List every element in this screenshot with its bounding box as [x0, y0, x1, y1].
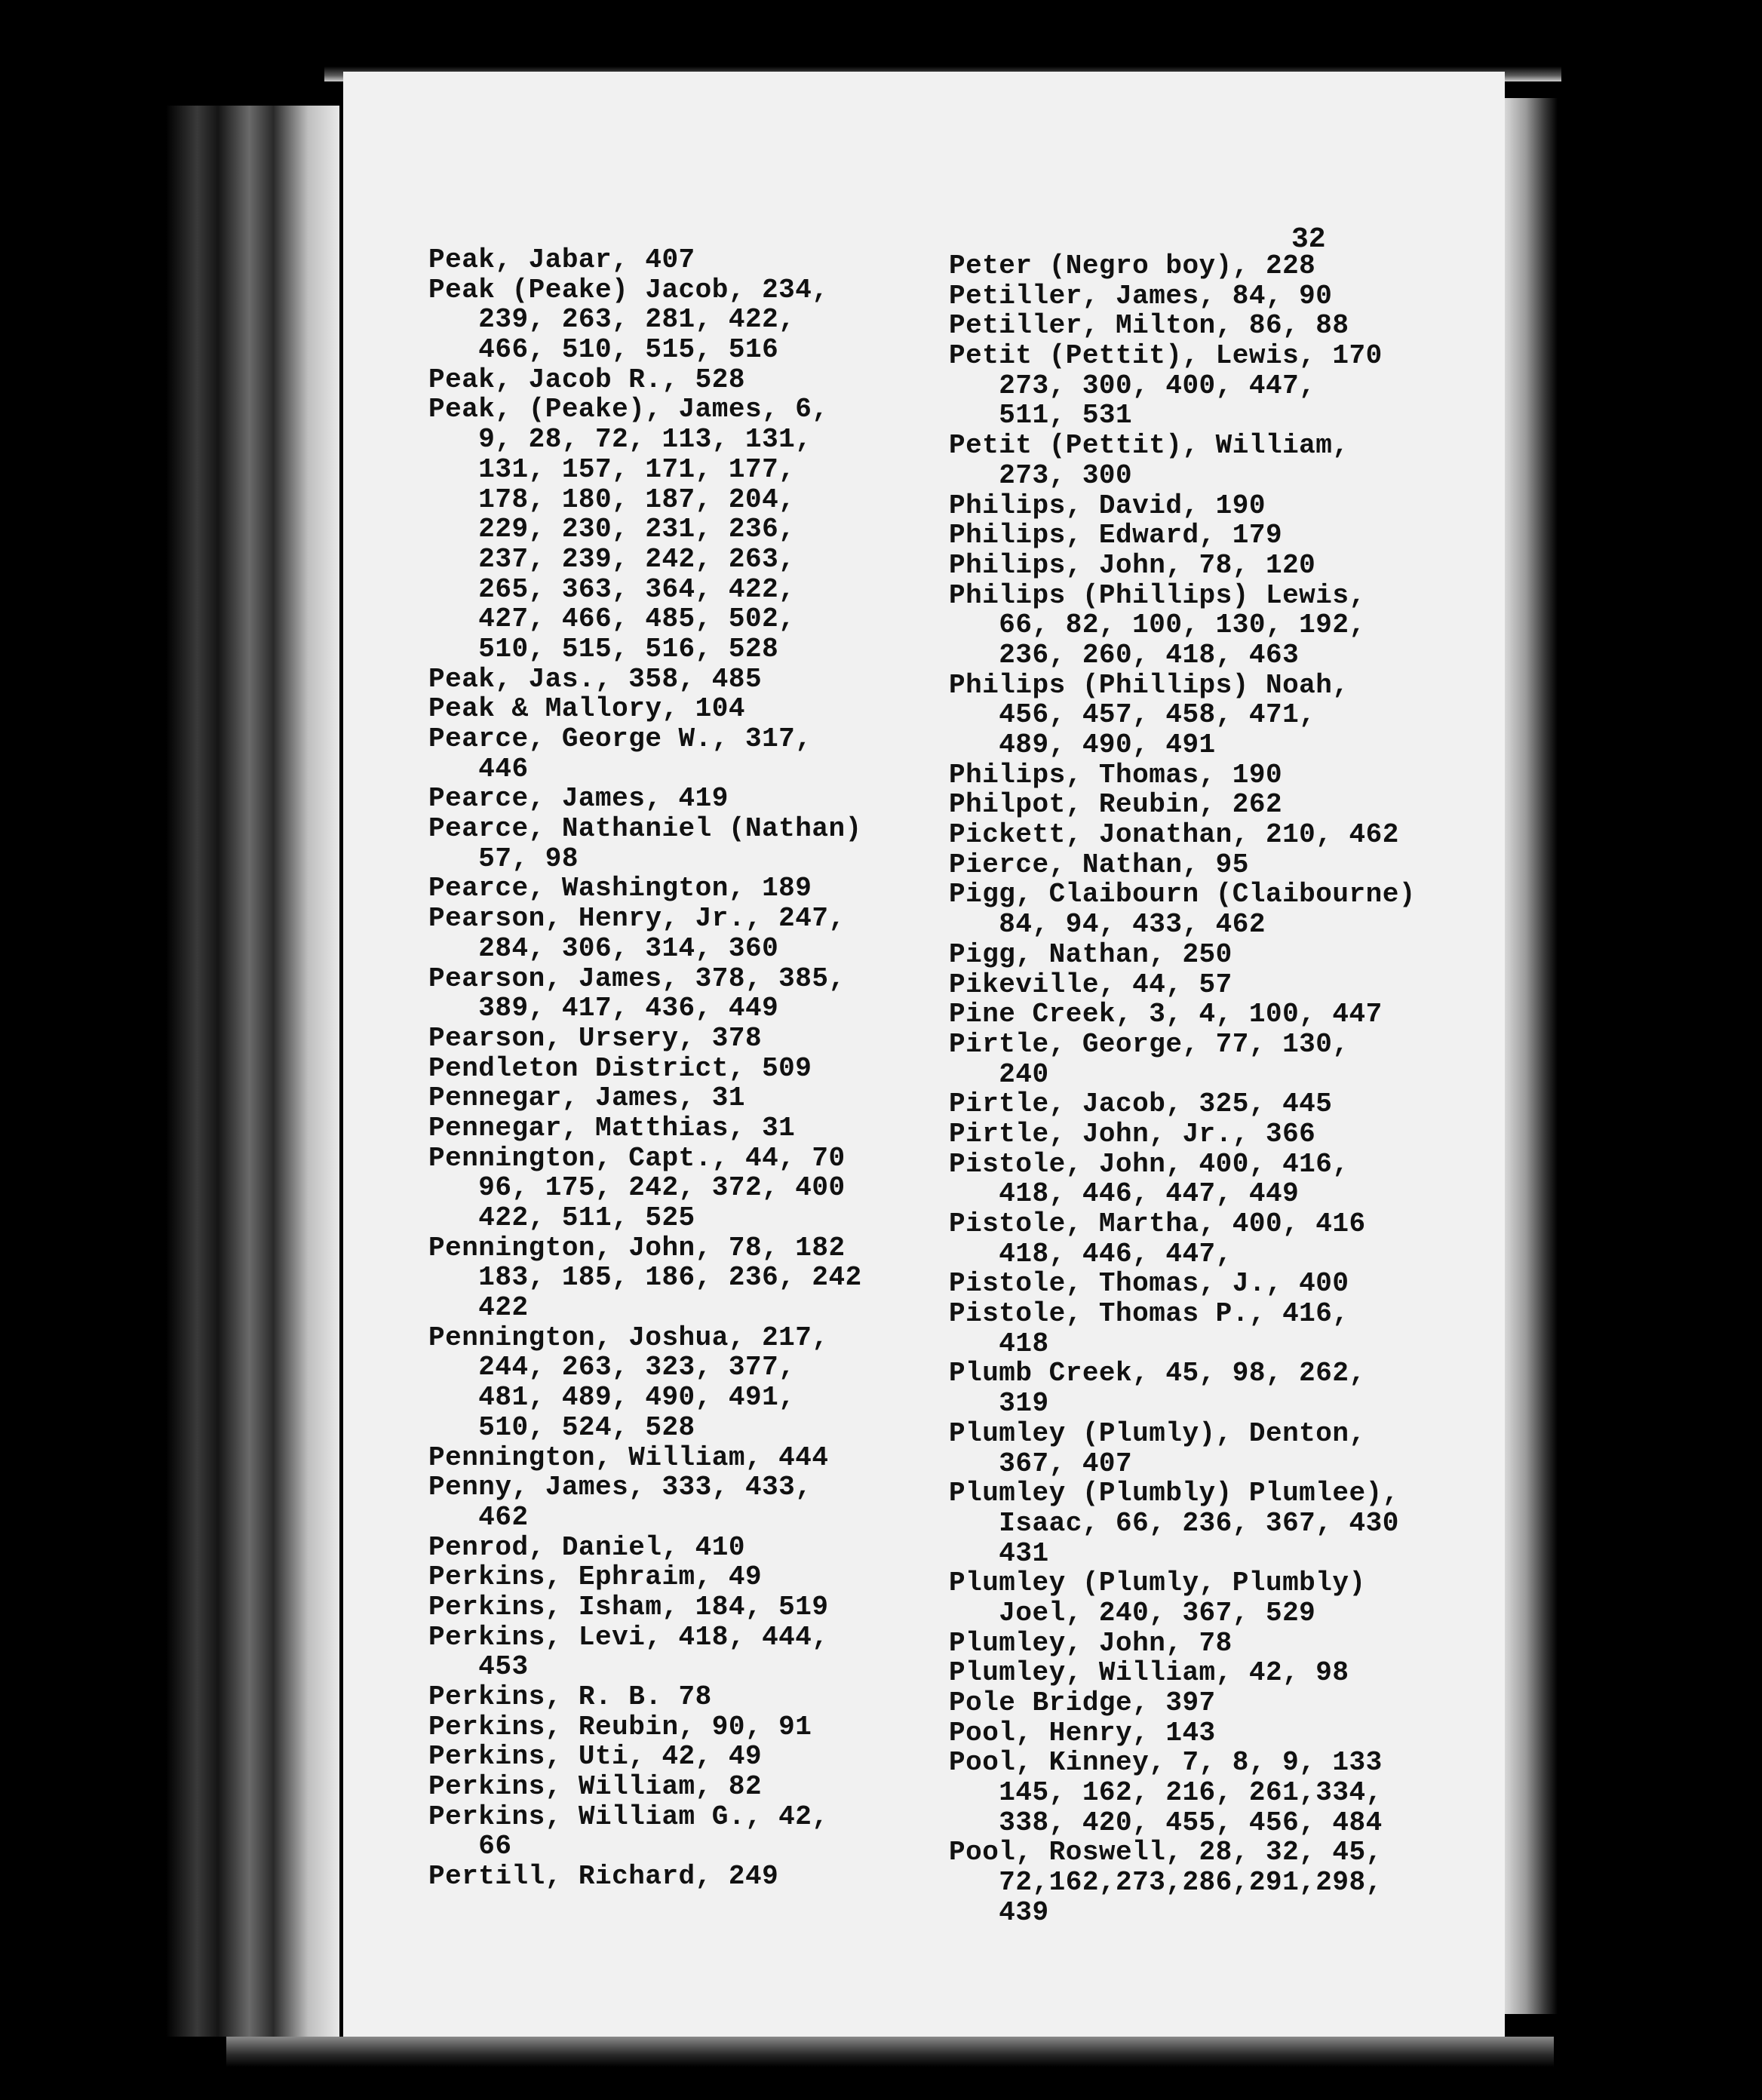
index-entry-line: 319 — [949, 1388, 1049, 1420]
index-entry-line: Philips (Phillips) Noah, — [949, 669, 1349, 701]
index-entry-line: Penrod, Daniel, 410 — [428, 1531, 745, 1563]
index-entry-line: Perkins, William G., 42, — [428, 1801, 829, 1832]
book-binding-edge — [166, 106, 339, 2037]
index-entry-line: 456, 457, 458, 471, — [949, 699, 1316, 731]
index-entry-line: Plumley, William, 42, 98 — [949, 1657, 1349, 1689]
index-entry-line: 418 — [949, 1328, 1049, 1359]
index-entry-line: Pirtle, George, 77, 130, — [949, 1028, 1349, 1060]
index-entry-line: Perkins, William, 82 — [428, 1771, 763, 1803]
index-entry-line: 145, 162, 216, 261,334, — [949, 1777, 1383, 1809]
index-entry-line: 66, 82, 100, 130, 192, — [949, 609, 1366, 641]
index-entry-line: Philpot, Reubin, 262 — [949, 789, 1283, 821]
index-entry-line: 466, 510, 515, 516 — [428, 334, 779, 366]
index-entry-line: 284, 306, 314, 360 — [428, 932, 779, 964]
index-entry-line: Pendleton District, 509 — [428, 1052, 812, 1084]
index-entry-line: 237, 239, 242, 263, — [428, 543, 796, 575]
index-entry-line: Peak, (Peake), James, 6, — [428, 394, 829, 425]
index-entry-line: Pennegar, Matthias, 31 — [428, 1112, 796, 1144]
index-entry-line: 510, 515, 516, 528 — [428, 633, 779, 665]
index-entry-line: Perkins, Reubin, 90, 91 — [428, 1711, 812, 1742]
index-entry-line: Plumley, John, 78 — [949, 1627, 1232, 1659]
index-entry-line: Perkins, Uti, 42, 49 — [428, 1741, 763, 1773]
index-entry-line: 389, 417, 436, 449 — [428, 993, 779, 1024]
index-entry-line: Isaac, 66, 236, 367, 430 — [949, 1507, 1399, 1539]
index-entry-line: Pool, Roswell, 28, 32, 45, — [949, 1837, 1383, 1868]
index-entry-line: Pearce, Nathaniel (Nathan) — [428, 813, 862, 845]
index-entry-line: 9, 28, 72, 113, 131, — [428, 424, 812, 456]
index-entry-line: Pistole, Thomas P., 416, — [949, 1298, 1349, 1330]
index-entry-line: 236, 260, 418, 463 — [949, 639, 1300, 671]
index-entry-line: 273, 300, 400, 447, — [949, 370, 1316, 401]
index-entry-line: Pearce, Washington, 189 — [428, 873, 812, 904]
index-entry-line: Pennington, Joshua, 217, — [428, 1322, 829, 1353]
index-entry-line: Peak (Peake) Jacob, 234, — [428, 274, 829, 305]
index-entry-line: 439 — [949, 1896, 1049, 1928]
index-entry-line: Petiller, James, 84, 90 — [949, 280, 1333, 312]
index-entry-line: 511, 531 — [949, 400, 1133, 431]
index-entry-line: 338, 420, 455, 456, 484 — [949, 1807, 1383, 1838]
index-entry-line: 183, 185, 186, 236, 242 — [428, 1262, 862, 1294]
index-entry-line: 427, 466, 485, 502, — [428, 603, 796, 635]
index-entry-line: Philips, Thomas, 190 — [949, 759, 1283, 791]
index-entry-line: 96, 175, 242, 372, 400 — [428, 1172, 846, 1204]
index-entry-line: Peter (Negro boy), 228 — [949, 250, 1316, 281]
index-entry-line: 57, 98 — [428, 843, 579, 874]
index-entry-line: Pearson, Henry, Jr., 247, — [428, 903, 846, 935]
bottom-page-shadow — [226, 2037, 1554, 2067]
index-entry-line: Philips, David, 190 — [949, 490, 1266, 521]
index-entry-line: Pistole, Martha, 400, 416 — [949, 1208, 1366, 1239]
index-entry-line: Pigg, Nathan, 250 — [949, 938, 1232, 970]
index-entry-line: 422 — [428, 1292, 529, 1324]
page-number: 32 — [1291, 223, 1326, 256]
index-entry-line: 178, 180, 187, 204, — [428, 484, 796, 515]
index-entry-line: 367, 407 — [949, 1448, 1133, 1479]
index-entry-line: Philips, Edward, 179 — [949, 520, 1283, 551]
index-entry-line: Joel, 240, 367, 529 — [949, 1597, 1316, 1629]
index-entry-line: 131, 157, 171, 177, — [428, 453, 796, 485]
index-entry-line: Pennington, William, 444 — [428, 1441, 829, 1473]
index-entry-line: Perkins, R. B. 78 — [428, 1681, 712, 1712]
index-entry-line: Peak, Jacob R., 528 — [428, 364, 745, 395]
index-entry-line: Pearson, Ursery, 378 — [428, 1022, 763, 1054]
index-entry-line: Petiller, Milton, 86, 88 — [949, 310, 1349, 342]
index-entry-line: Pool, Kinney, 7, 8, 9, 133 — [949, 1747, 1383, 1779]
index-entry-line: 66 — [428, 1831, 512, 1862]
index-entry-line: 84, 94, 433, 462 — [949, 909, 1266, 941]
index-entry-line: Pirtle, John, Jr., 366 — [949, 1118, 1316, 1150]
index-entry-line: Philips (Phillips) Lewis, — [949, 579, 1366, 611]
right-page-edge — [1505, 98, 1558, 2014]
index-entry-line: Plumley (Plumbly) Plumlee), — [949, 1478, 1399, 1509]
index-entry-line: Pennegar, James, 31 — [428, 1082, 745, 1114]
index-entry-line: Peak & Mallory, 104 — [428, 693, 745, 725]
index-entry-line: Peak, Jas., 358, 485 — [428, 663, 763, 695]
index-entry-line: 273, 300 — [949, 459, 1133, 491]
index-entry-line: Pirtle, Jacob, 325, 445 — [949, 1088, 1333, 1120]
index-entry-line: Pikeville, 44, 57 — [949, 969, 1232, 1000]
index-column-left — [428, 245, 862, 1892]
index-entry-line: Pertill, Richard, 249 — [428, 1861, 779, 1893]
index-entry-line: Philips, John, 78, 120 — [949, 549, 1316, 581]
index-entry-line: 462 — [428, 1501, 529, 1533]
index-entry-line: Pickett, Jonathan, 210, 462 — [949, 819, 1399, 851]
index-entry-line: 229, 230, 231, 236, — [428, 514, 796, 545]
index-entry-line: Pool, Henry, 143 — [949, 1717, 1216, 1748]
index-entry-line: Peak, Jabar, 407 — [428, 244, 695, 275]
index-entry-line: Perkins, Levi, 418, 444, — [428, 1621, 829, 1653]
index-entry-line: Pearce, George W., 317, — [428, 723, 812, 754]
index-entry-line: 72,162,273,286,291,298, — [949, 1867, 1383, 1899]
index-entry-line: Pole Bridge, 397 — [949, 1687, 1216, 1718]
index-entry-line: Pennington, John, 78, 182 — [428, 1232, 846, 1263]
index-entry-line: 418, 446, 447, 449 — [949, 1178, 1300, 1210]
index-entry-line: Plumb Creek, 45, 98, 262, — [949, 1358, 1366, 1389]
index-entry-line: Pigg, Claibourn (Claibourne) — [949, 879, 1416, 910]
index-entry-line: Perkins, Isham, 184, 519 — [428, 1591, 829, 1623]
index-entry-line: Plumley (Plumly, Plumbly) — [949, 1567, 1366, 1599]
index-entry-line: 265, 363, 364, 422, — [428, 573, 796, 605]
index-entry-line: Perkins, Ephraim, 49 — [428, 1561, 763, 1593]
index-entry-line: Plumley (Plumly), Denton, — [949, 1417, 1366, 1449]
index-entry-line: 431 — [949, 1537, 1049, 1569]
index-entry-line: Petit (Pettit), Lewis, 170 — [949, 340, 1383, 372]
index-entry-line: 481, 489, 490, 491, — [428, 1382, 796, 1414]
index-entry-line: Petit (Pettit), William, — [949, 430, 1349, 462]
index-entry-line: Pearson, James, 378, 385, — [428, 962, 846, 994]
index-entry-line: 240 — [949, 1058, 1049, 1090]
index-entry-line: 244, 263, 323, 377, — [428, 1352, 796, 1383]
index-entry-line: Pistole, John, 400, 416, — [949, 1148, 1349, 1180]
index-entry-line: 510, 524, 528 — [428, 1411, 695, 1443]
index-entry-line: 453 — [428, 1651, 529, 1683]
index-entry-line: Pennington, Capt., 44, 70 — [428, 1142, 846, 1174]
index-entry-line: 422, 511, 525 — [428, 1202, 695, 1233]
index-entry-line: 418, 446, 447, — [949, 1238, 1232, 1270]
index-entry-line: 489, 490, 491 — [949, 729, 1216, 760]
index-column-right — [949, 251, 1416, 1928]
index-entry-line: Penny, James, 333, 433, — [428, 1472, 812, 1503]
index-entry-line: 239, 263, 281, 422, — [428, 304, 796, 336]
index-entry-line: Pearce, James, 419 — [428, 783, 729, 815]
index-entry-line: Pierce, Nathan, 95 — [949, 849, 1249, 880]
index-entry-line: 446 — [428, 753, 529, 784]
index-entry-line: Pistole, Thomas, J., 400 — [949, 1268, 1349, 1300]
index-entry-line: Pine Creek, 3, 4, 100, 447 — [949, 999, 1383, 1030]
